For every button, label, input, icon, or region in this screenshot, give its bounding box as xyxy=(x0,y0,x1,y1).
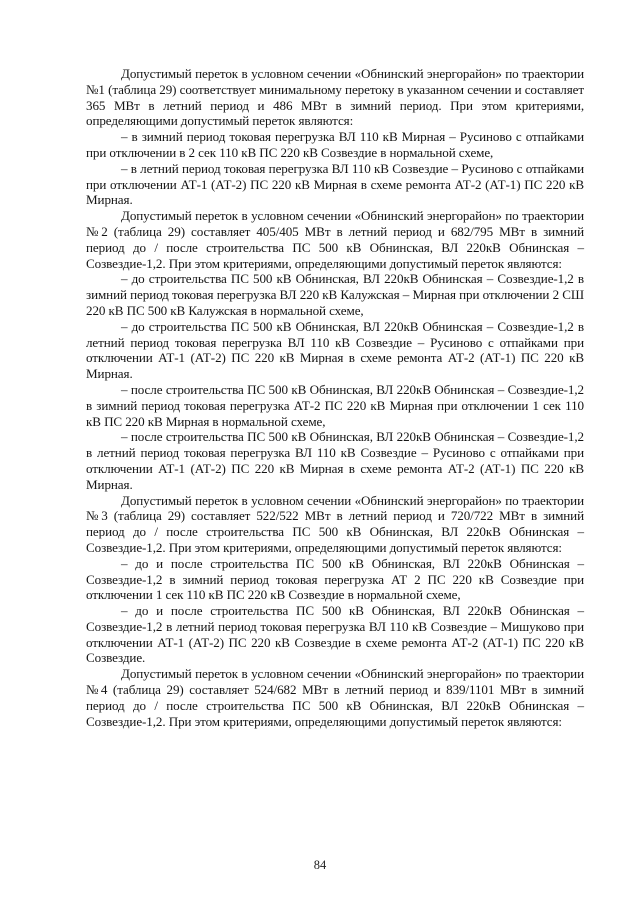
criterion-item: – в летний период токовая перегрузка ВЛ 110 кВ Созвездие – Русиново с отпайками при отключении АТ-1 (АТ-2) ПС 220 кВ Мирная в схеме ремонта АТ-2 (АТ-1) ПС 220 кВ Мирная. xyxy=(86,160,584,208)
page-number: 84 xyxy=(313,858,327,872)
paragraph-trajectory-2: Допустимый переток в условном сечении «Обнинский энергорайон» по траектории №2 (таблица 29) составляет 405/405 МВт в летний период и 682/795 МВт в зимний период до / после строительства ПС 500 кВ Обнинская, ВЛ 220кВ Обнинская – Созвездие-1,2. При этом критериями, определяющими допустимый переток являются: xyxy=(86,208,584,271)
criterion-item: – после строительства ПС 500 кВ Обнинская, ВЛ 220кВ Обнинская – Созвездие-1,2 в зимний период токовая перегрузка АТ-2 ПС 220 кВ Мирная при отключении 1 сек 110 кВ ПС 220 кВ Мирная в нормальной схеме, xyxy=(86,381,584,429)
criterion-item: – до строительства ПС 500 кВ Обнинская, ВЛ 220кВ Обнинская – Созвездие-1,2 в летний период токовая перегрузка ВЛ 110 кВ Созвездие – Русиново с отпайками при отключении АТ-1 (АТ-2) ПС 220 кВ Мирная в схеме ремонта АТ-2 (АТ-1) ПС 220 кВ Мирная. xyxy=(86,318,584,382)
criterion-item: – после строительства ПС 500 кВ Обнинская, ВЛ 220кВ Обнинская – Созвездие-1,2 в летний период токовая перегрузка ВЛ 110 кВ Созвездие – Русиново с отпайками при отключении АТ-1 (АТ-2) ПС 220 кВ Мирная в схеме ремонта АТ-2 (АТ-1) ПС 220 кВ Мирная. xyxy=(86,429,584,492)
criterion-item: – в зимний период токовая перегрузка ВЛ 110 кВ Мирная – Русиново с отпайками при отключении в 2 сек 110 кВ ПС 220 кВ Созвездие в нормальной схеме, xyxy=(86,129,584,160)
paragraph-trajectory-4: Допустимый переток в условном сечении «Обнинский энергорайон» по траектории №4 (таблица 29) составляет 524/682 МВт в летний период и 839/1101 МВт в зимний период до / после строительства ПС 500 кВ Обнинская, ВЛ 220кВ Обнинская – Созвездие-1,2. При этом критериями, определяющими допустимый переток являются: xyxy=(86,666,584,729)
criterion-item: – до и после строительства ПС 500 кВ Обнинская, ВЛ 220кВ Обнинская – Созвездие-1,2 в летний период токовая перегрузка ВЛ 110 кВ Созвездие – Мишуково при отключении АТ-1 (АТ-2) ПС 220 кВ Созвездие в схеме ремонта АТ-2 (АТ-1) ПС 220 кВ Созвездие. xyxy=(86,603,584,666)
document-body xyxy=(86,66,584,729)
paragraph-trajectory-1: Допустимый переток в условном сечении «Обнинский энергорайон» по траектории №1 (таблица 29) соответствует минимальному перетоку в указанном сечении и составляет 365 МВт в летний период и 486 МВт в зимний период. При этом критериями, определяющими допустимый переток являются: xyxy=(86,66,584,129)
criterion-item: – до строительства ПС 500 кВ Обнинская, ВЛ 220кВ Обнинская – Созвездие-1,2 в зимний период токовая перегрузка ВЛ 220 кВ Калужская – Мирная при отключении 2 СШ 220 кВ ПС 500 кВ Калужская в нормальной схеме, xyxy=(86,271,584,318)
criterion-item: – до и после строительства ПС 500 кВ Обнинская, ВЛ 220кВ Обнинская – Созвездие-1,2 в зимний период токовая перегрузка АТ 2 ПС 220 кВ Созвездие при отключении 1 сек 110 кВ ПС 220 кВ Созвездие в нормальной схеме, xyxy=(86,555,584,603)
paragraph-trajectory-3: Допустимый переток в условном сечении «Обнинский энергорайон» по траектории №3 (таблица 29) составляет 522/522 МВт в летний период и 720/722 МВт в зимний период до / после строительства ПС 500 кВ Обнинская, ВЛ 220кВ Обнинская – Созвездие-1,2. При этом критериями, определяющими допустимый переток являются: xyxy=(86,492,584,555)
